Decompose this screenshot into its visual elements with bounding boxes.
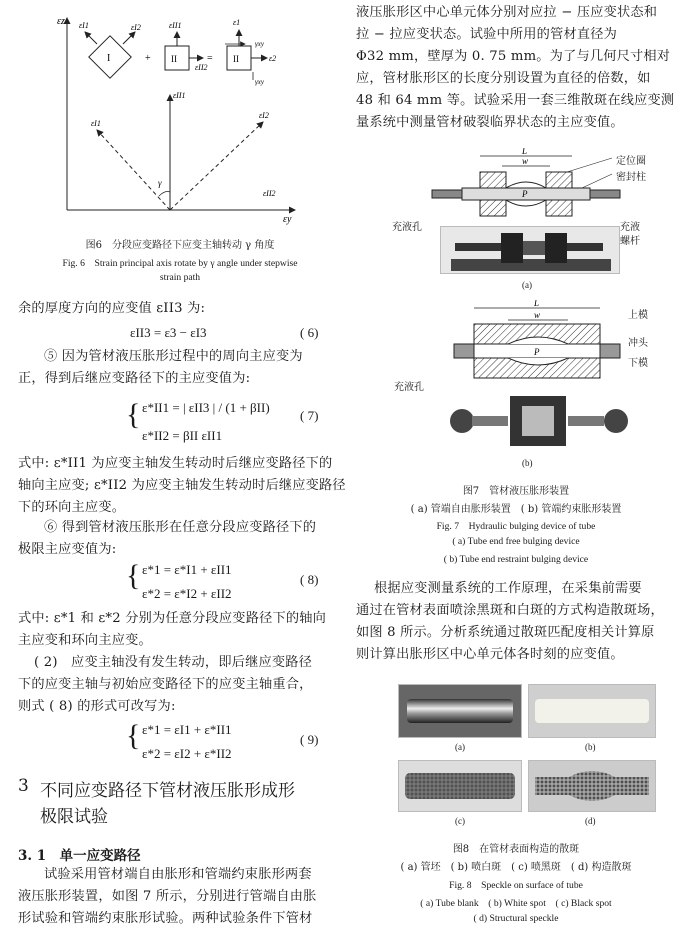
svg-text:εII1: εII1 (169, 21, 182, 30)
element-II (165, 46, 189, 70)
svg-text:ε1: ε1 (233, 18, 241, 27)
left-p2b: 正，得到后继应变路径下的主应变值为: (18, 371, 251, 386)
eq9-line1: ε*1 = εI1 + ε*II1 (142, 722, 232, 737)
fig8a-photo (398, 684, 522, 738)
fig7-caption-cn-sub: ( a) 管端自由胀形装置 ( b) 管端约束胀形装置 (410, 504, 622, 515)
left-p3b: 轴向主应变; ε*II2 为应变主轴发生转动时后继应变路径 (18, 478, 346, 493)
eq9-number: ( 9) (300, 732, 319, 747)
left-p6b: 下的应变主轴与初始应变路径下的应变主轴重合， (18, 677, 313, 692)
svg-text:εII1: εII1 (173, 91, 186, 100)
label-rod-1: 充液 (620, 222, 640, 233)
eq7-brace: { (126, 398, 141, 431)
right-p2b: 通过在管材表面喷涂黑斑和白斑的方式构造散斑场， (356, 603, 664, 618)
fig8-sub-a: (a) (455, 742, 465, 752)
left-p7b: 液压胀形装置，如图 7 所示，分别进行管端自由胀 (18, 889, 317, 904)
label-post: 密封柱 (616, 172, 646, 183)
fig7-caption-en-a: ( a) Tube end free bulging device (452, 536, 580, 547)
eq8-line2: ε*2 = ε*I2 + εII2 (142, 586, 232, 601)
right-p1a: 液压胀形区中心单元体分别对应拉 − 压应变状态和 (356, 5, 658, 20)
left-p7c: 形试验和管端约束胀形试验。两种试验条件下管材 (18, 911, 313, 926)
left-p4b: 极限主应变值为: (18, 542, 117, 557)
right-p2c: 如图 8 所示。分析系统通过散斑匹配度相关计算原 (356, 625, 655, 640)
fig7-caption-en: Fig. 7 Hydraulic bulging device of tube (436, 521, 596, 532)
eq7-number: ( 7) (300, 408, 319, 423)
fig8-caption-en-sub1: ( a) Tube blank ( b) White spot ( c) Black spot (420, 898, 612, 909)
fig6-caption-en-2: strain path (159, 272, 201, 283)
eq9-brace: { (126, 719, 141, 752)
label-upper: 上模 (628, 310, 648, 321)
fig8-caption-cn: 图8 在管材表面构造的散斑 (452, 844, 580, 855)
section3-title-a: 不同应变路径下管材液压胀形成形 (40, 781, 295, 801)
svg-text:γxy: γxy (255, 78, 264, 86)
fig7b-photo (448, 392, 634, 450)
fig8-caption-en-sub2: ( d) Structural speckle (473, 913, 559, 924)
left-p6c: 则式 ( 8) 的形式可改写为: (18, 699, 176, 714)
fig6-diagram (55, 10, 315, 225)
svg-text:εII2: εII2 (195, 63, 208, 72)
left-p6a: ( 2) 应变主轴没有发生转动，即后继应变路径 (34, 655, 313, 670)
svg-text:P: P (534, 347, 540, 357)
svg-text:εI1: εI1 (91, 119, 101, 128)
subsection-3-1: 3. 1 单一应变路径 (18, 848, 141, 864)
fig8b-photo (528, 684, 656, 738)
svg-text:ε2: ε2 (269, 54, 277, 63)
svg-text:γxy: γxy (255, 40, 264, 48)
label-hole-b: 充液孔 (394, 382, 424, 393)
fig7-caption-cn: 图7 管材液压胀形装置 (462, 486, 570, 497)
left-p3a: 式中: ε*II1 为应变主轴发生转动时后继应变路径下的 (18, 456, 333, 471)
svg-text:εI2: εI2 (131, 23, 141, 32)
svg-text:w: w (534, 310, 541, 320)
eq6-number: ( 6) (300, 325, 319, 340)
eq7-line1: ε*II1 = | εII3 | / (1 + βII) (142, 400, 270, 415)
left-p1: 余的厚度方向的应变值 εII3 为: (18, 301, 206, 316)
ey-label: εy (283, 214, 292, 225)
label-punch: 冲头 (628, 338, 648, 349)
right-p1b: 拉 − 拉应变状态。试验中所用的管材直径为 (356, 27, 618, 42)
ez-label: εz (57, 16, 65, 27)
label-rod-2: 螺杆 (620, 236, 640, 247)
svg-text:L: L (534, 300, 540, 308)
left-p2a: ⑤ 因为管材液压胀形过程中的周向主应变为 (44, 349, 303, 364)
left-p5b: 主应变和环向主应变。 (18, 633, 152, 648)
svg-text:II: II (233, 54, 239, 64)
label-lower: 下模 (628, 358, 648, 369)
svg-text:L: L (522, 148, 528, 156)
fig8-sub-c: (c) (455, 816, 465, 826)
fig8c-photo (398, 760, 522, 812)
fig7-sub-a: (a) (522, 280, 532, 290)
label-hole-a: 充液孔 (392, 222, 422, 233)
fig7a-photo (440, 226, 620, 274)
svg-text:εI2: εI2 (259, 111, 269, 120)
element-result (227, 46, 251, 70)
eq9-line2: ε*2 = εI2 + ε*II2 (142, 746, 232, 761)
fig7-caption-en-b: ( b) Tube end restraint bulging device (443, 554, 589, 565)
fig8-caption-cn-sub: ( a) 管坯 ( b) 喷白斑 ( c) 喷黑斑 ( d) 构造散斑 (400, 862, 632, 873)
right-p1e: 48 和 64 mm 等。试验采用一套三维散斑在线应变测 (356, 93, 675, 108)
right-p2a: 根据应变测量系统的工作原理，在采集前需要 (374, 581, 642, 596)
eq7-line2: ε*II2 = βII εII1 (142, 428, 223, 443)
right-p2d: 则计算出胀形区中心单元体各时刻的应变值。 (356, 647, 624, 662)
left-p4a: ⑥ 得到管材液压胀形在任意分段应变路径下的 (44, 520, 317, 535)
left-p3c: 下的环向主应变。 (18, 500, 126, 515)
section3-title-b: 极限试验 (40, 807, 108, 827)
fig6-caption-cn: 图6 分段应变路径下应变主轴转动 γ 角度 (85, 240, 275, 251)
fig8-sub-b: (b) (585, 742, 596, 752)
right-p1c: Φ32 mm，壁厚为 0. 75 mm。为了与几何尺寸相对 (356, 49, 671, 64)
eq8-line1: ε*1 = ε*I1 + εII1 (142, 562, 232, 577)
fig8-sub-d: (d) (585, 816, 596, 826)
eq8-number: ( 8) (300, 572, 319, 587)
svg-text:II: II (171, 54, 177, 64)
eq8-brace: { (126, 559, 141, 592)
svg-text:γ: γ (158, 178, 162, 188)
fig7b-schematic (450, 300, 650, 395)
svg-text:εII2: εII2 (263, 189, 276, 198)
label-ring: 定位圈 (616, 156, 646, 167)
svg-text:+: + (145, 53, 151, 64)
right-p1d: 应，管材胀形区的长度分别设置为直径的倍数，如 (356, 71, 651, 86)
svg-text:I: I (107, 53, 111, 64)
right-p1f: 量系统中测量管材破裂临界状态的主应变值。 (356, 115, 624, 130)
svg-text:w: w (522, 156, 529, 166)
svg-text:=: = (207, 53, 213, 64)
fig8-caption-en: Fig. 8 Speckle on surface of tube (449, 880, 583, 891)
eq6: εII3 = ε3 − εI3 (130, 325, 207, 340)
fig6-caption-en-1: Fig. 6 Strain principal axis rotate by γ angle under stepwise (62, 258, 298, 269)
section3-number: 3 (18, 776, 29, 796)
left-p7a: 试验采用管材端自由胀形和管端约束胀形两套 (44, 867, 312, 882)
svg-text:εI1: εI1 (79, 21, 89, 30)
svg-text:P: P (522, 189, 528, 199)
fig8d-photo (528, 760, 656, 812)
fig7-sub-b: (b) (522, 458, 533, 468)
left-p5a: 式中: ε*1 和 ε*2 分别为任意分段应变路径下的轴向 (18, 611, 327, 626)
